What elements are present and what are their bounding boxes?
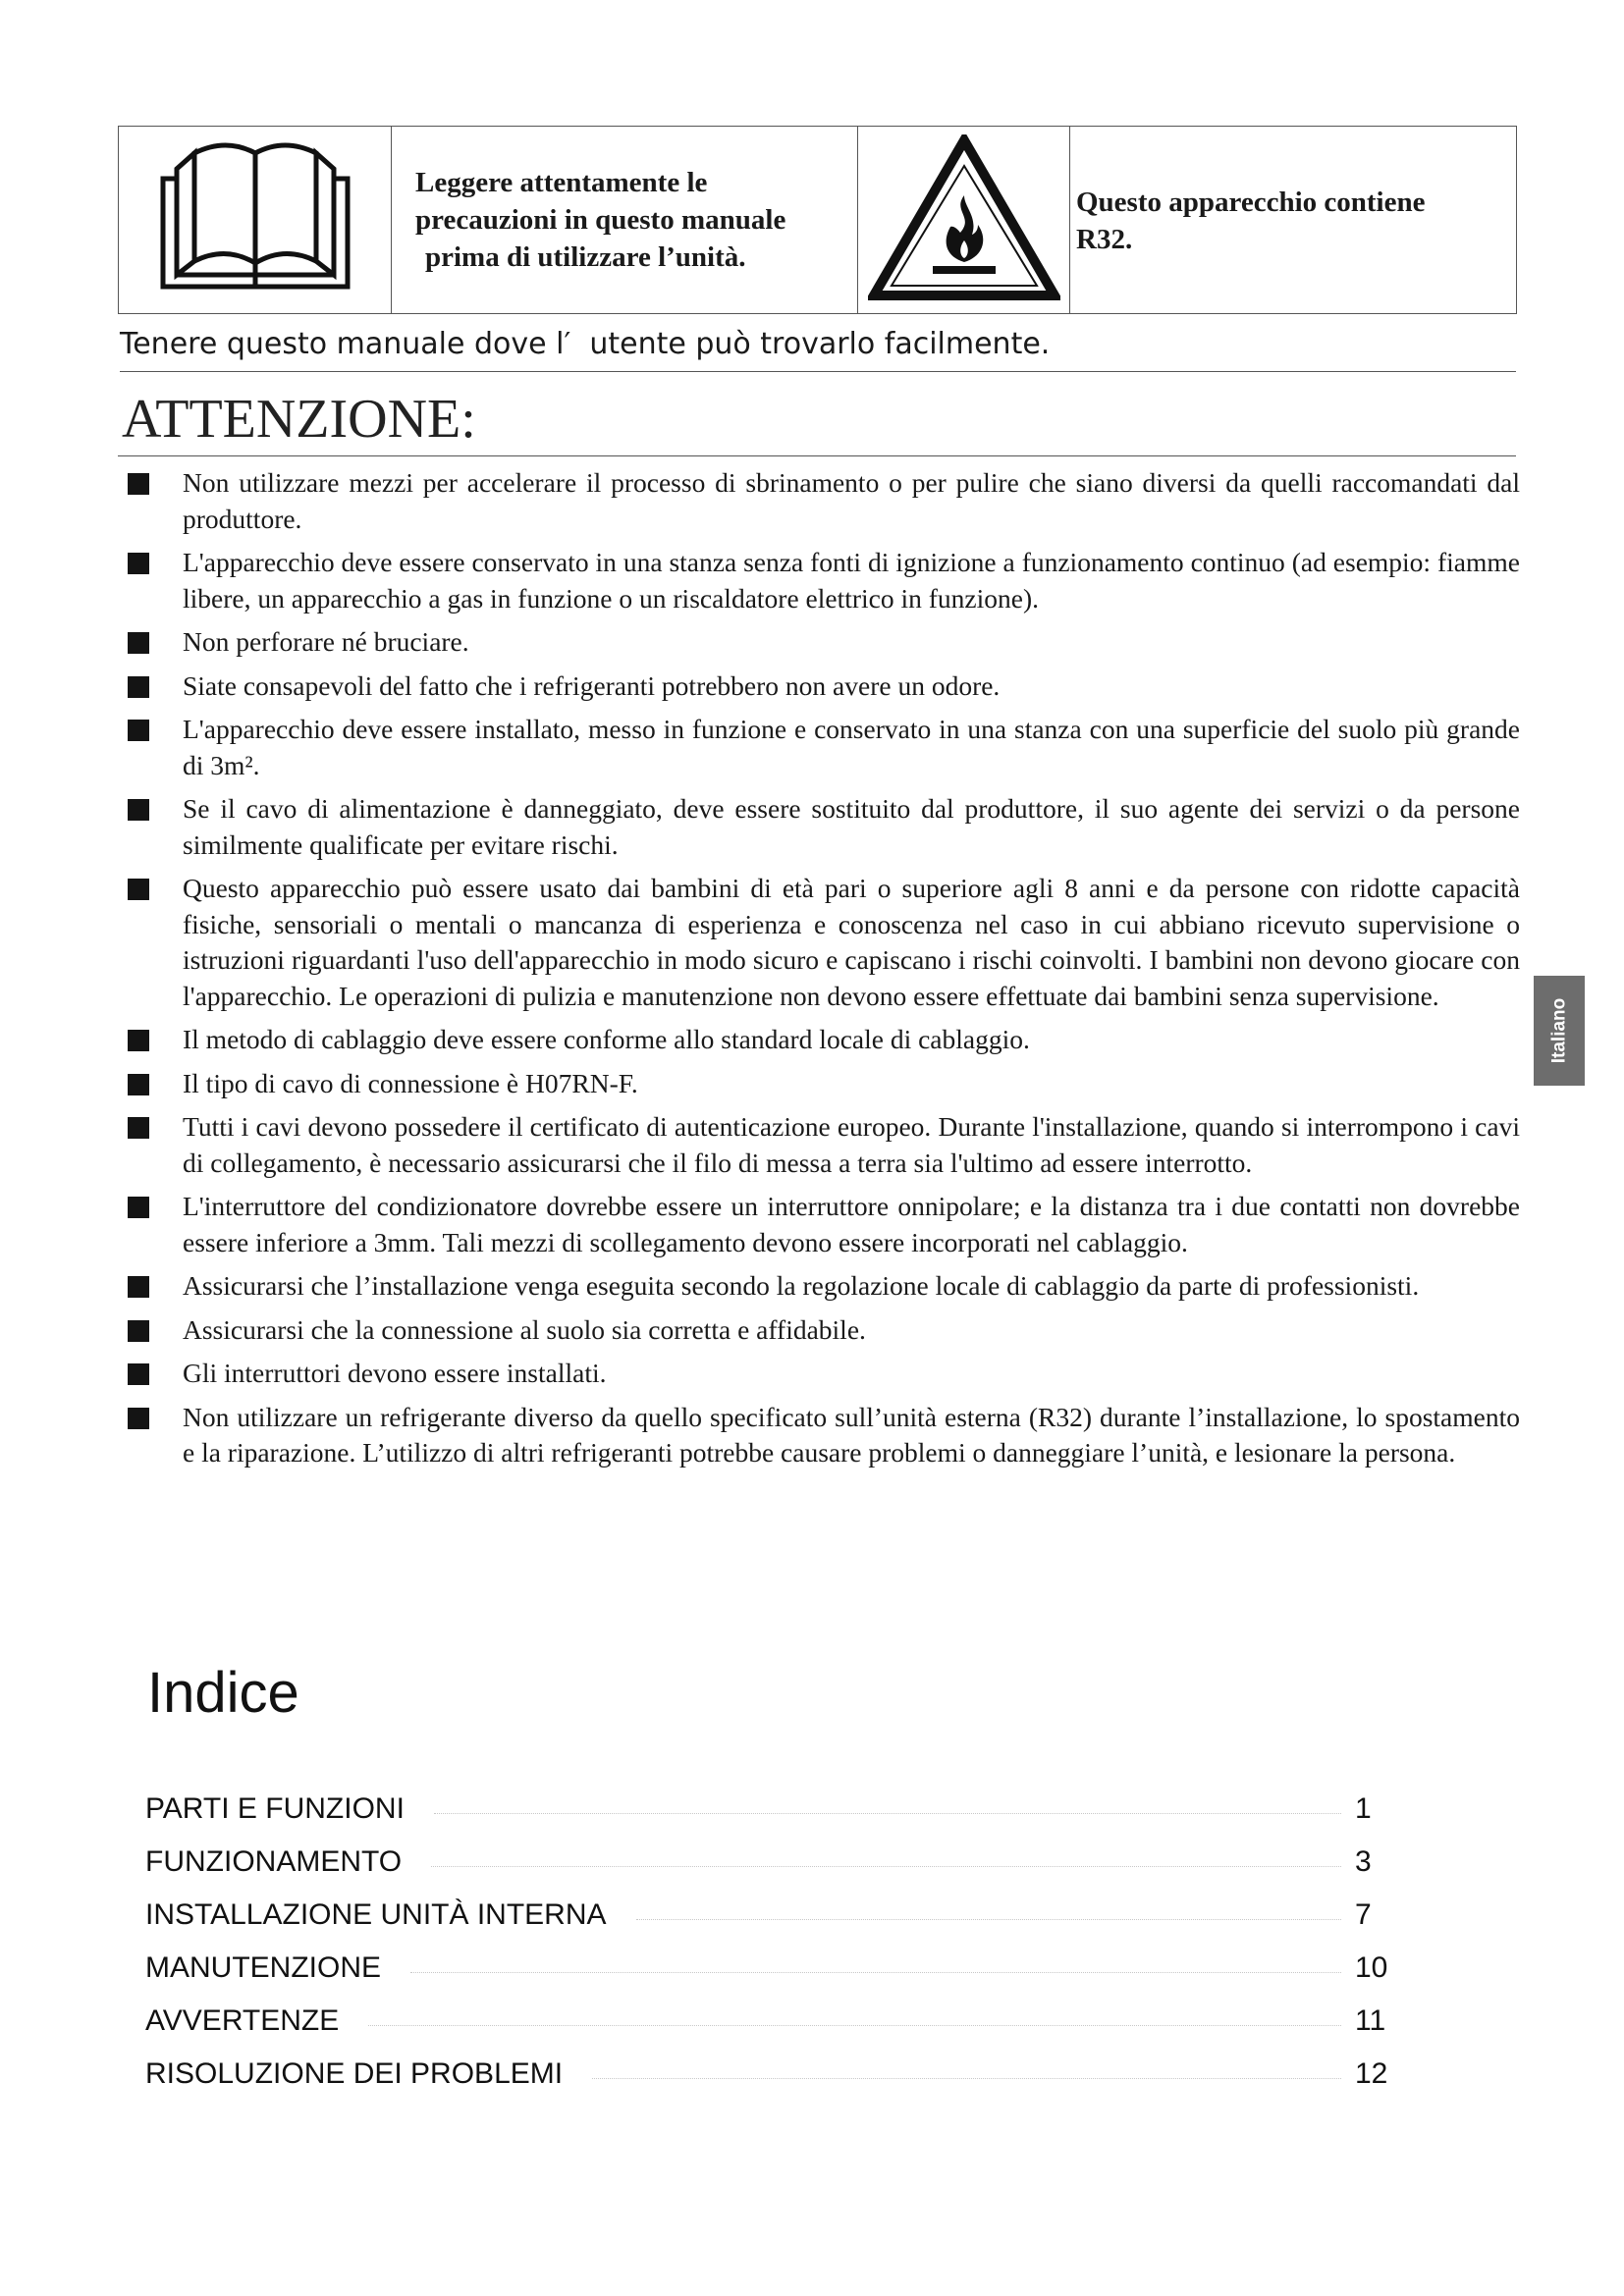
language-side-tab[interactable] [1534,976,1585,1086]
warning-item-text: Questo apparecchio può essere usato dai bambini di età pari o superiore agli 8 anni e da persone con ridotte capacità fisiche, sensoriali o mentali o mancanza di esperienza e conoscenza nel caso in cui abbiano ricevuto supervisione o istruzioni riguardanti l'uso dell'apparecchio in modo sicuro e capiscano i rischi coinvolti. I bambini non devono giocare con l'apparecchio. Le operazioni di pulizia e manutenzione non devono essere effettuate dai bambini senza supervisione. [183,873,1520,1011]
toc-entry-label: RISOLUZIONE DEI PROBLEMI [145,2057,564,2090]
warning-item-text: Siate consapevoli del fatto che i refrigeranti potrebbero non avere un odore. [183,669,1001,701]
toc-leader-dots [410,1972,1341,1973]
warning-item-text: Gli interruttori devono essere installati. [183,1358,607,1388]
toc-leader-dots [636,1919,1341,1920]
toc-title: Indice [147,1661,299,1725]
square-bullet-icon [128,632,149,654]
toc-entry-page: 7 [1355,1898,1372,1931]
warning-item [126,624,1520,661]
toc-leader-dots [592,2078,1341,2079]
contains-line-1: Questo apparecchio contiene [1076,187,1426,218]
square-bullet-icon [128,676,149,698]
toc-leader-dots [368,2025,1341,2026]
keep-manual-note: Tenere questo manuale dove l′ utente può trovarlo facilmente. [120,324,1516,372]
warning-divider [118,455,1516,456]
warning-item-text: Il tipo di cavo di connessione è H07RN-F. [183,1067,638,1098]
warning-item [126,1109,1520,1181]
warning-title: ATTENZIONE: [122,389,476,450]
warning-list [126,465,1520,1479]
warning-item [126,545,1520,616]
flammable-warning-icon [868,134,1060,301]
toc-entry[interactable] [145,1773,1402,1826]
toc-entry-page: 10 [1355,1951,1388,1984]
manual-icon-cell [119,127,392,314]
warning-item [126,791,1520,863]
warning-item-text: Il metodo di cablaggio deve essere conforme allo standard locale di cablaggio. [183,1024,1030,1054]
warning-item-text: Assicurarsi che la connessione al suolo sia corretta e affidabile. [183,1313,866,1345]
contains-line-2: R32. [1076,224,1133,255]
square-bullet-icon [128,1276,149,1298]
warning-item [126,668,1520,705]
square-bullet-icon [128,1030,149,1051]
square-bullet-icon [128,1363,149,1385]
toc-entry-label: PARTI E FUNZIONI [145,1792,405,1825]
warning-item-text: Se il cavo di alimentazione è danneggiato, deve essere sostituito dal produttore, il suo agente dei servizi o da persone similmente qualificate per evitare rischi. [183,793,1520,860]
toc-entry-label: FUNZIONAMENTO [145,1845,403,1878]
warning-item [126,871,1520,1014]
warning-item-text: Non utilizzare un refrigerante diverso da quello specificato sull’unità esterna (R32) durante l’installazione, lo spostamento e la riparazione. L’utilizzo di altri refrigeranti potrebbe causare problemi o danneggiare l’unità, e lesionare la persona. [183,1401,1520,1468]
toc-entry-label: INSTALLAZIONE UNITÀ INTERNA [145,1898,607,1931]
square-bullet-icon [128,799,149,821]
warning-item-text: Non utilizzare mezzi per accelerare il processo di sbrinamento o per pulire che siano diversi da quelli raccomandati dal produttore. [183,467,1520,534]
square-bullet-icon [128,1117,149,1139]
read-line-2: precauzioni in questo manuale [415,204,786,236]
toc-entry-page: 12 [1355,2057,1388,2090]
read-line-3: prima di utilizzare l’unità. [425,241,746,273]
toc-entry-page: 3 [1355,1845,1372,1878]
language-side-tab-label: Italiano [1548,997,1570,1064]
toc-entry-label: AVVERTENZE [145,2004,340,2037]
warning-item-text: Assicurarsi che l’installazione venga eseguita secondo la regolazione locale di cablaggio da parte di professionisti. [183,1270,1420,1301]
toc-entry-page: 1 [1355,1792,1372,1825]
warning-item [126,1189,1520,1260]
warning-item-text: L'apparecchio deve essere conservato in una stanza senza fonti di ignizione a funzionamento continuo (ad esempio: fiamme libere, un apparecchio a gas in funzione o un riscaldatore elettrico in funzione). [183,547,1520,614]
warning-item [126,465,1520,537]
warning-item [126,712,1520,783]
square-bullet-icon [128,1197,149,1218]
square-bullet-icon [128,720,149,741]
toc-leader-dots [431,1866,1341,1867]
square-bullet-icon [128,1320,149,1342]
toc-entry[interactable] [145,2038,1402,2091]
warning-item [126,1066,1520,1102]
square-bullet-icon [128,879,149,900]
warning-item [126,1312,1520,1349]
toc-entry[interactable] [145,1932,1402,1985]
toc-entry[interactable] [145,1879,1402,1932]
toc-entry[interactable] [145,1826,1402,1879]
toc-entry-page: 11 [1355,2004,1386,2037]
square-bullet-icon [128,473,149,495]
header-info-table [118,126,1517,314]
warning-item [126,1022,1520,1058]
contains-r32-cell [1070,127,1517,314]
square-bullet-icon [128,1408,149,1429]
warning-item-text: L'apparecchio deve essere installato, messo in funzione e conservato in una stanza con una superficie del suolo più grande di 3m². [183,714,1520,780]
warning-item-text: Tutti i cavi devono possedere il certificato di autenticazione europeo. Durante l'installazione, quando si interrompono i cavi di collegamento, è necessario assicurarsi che il filo di messa a terra sia l'ultimo ad essere interrotto. [183,1111,1520,1178]
warning-item [126,1268,1520,1305]
read-precautions-cell [392,127,858,314]
table-of-contents [145,1773,1402,2091]
flammable-icon-cell [858,127,1070,314]
toc-entry[interactable] [145,1985,1402,2038]
warning-item [126,1356,1520,1392]
read-line-1: Leggere attentamente le [415,167,708,198]
warning-item-text: Non perforare né bruciare. [183,626,469,657]
toc-leader-dots [434,1813,1341,1814]
warning-item [126,1400,1520,1471]
open-book-icon [157,139,353,296]
toc-entry-label: MANUTENZIONE [145,1951,381,1984]
square-bullet-icon [128,1074,149,1095]
square-bullet-icon [128,553,149,574]
warning-item-text: L'interruttore del condizionatore dovrebbe essere un interruttore onnipolare; e la distanza tra i due contatti non dovrebbe essere inferiore a 3mm. Tali mezzi di scollegamento devono essere incorporati nel cablaggio. [183,1191,1520,1257]
